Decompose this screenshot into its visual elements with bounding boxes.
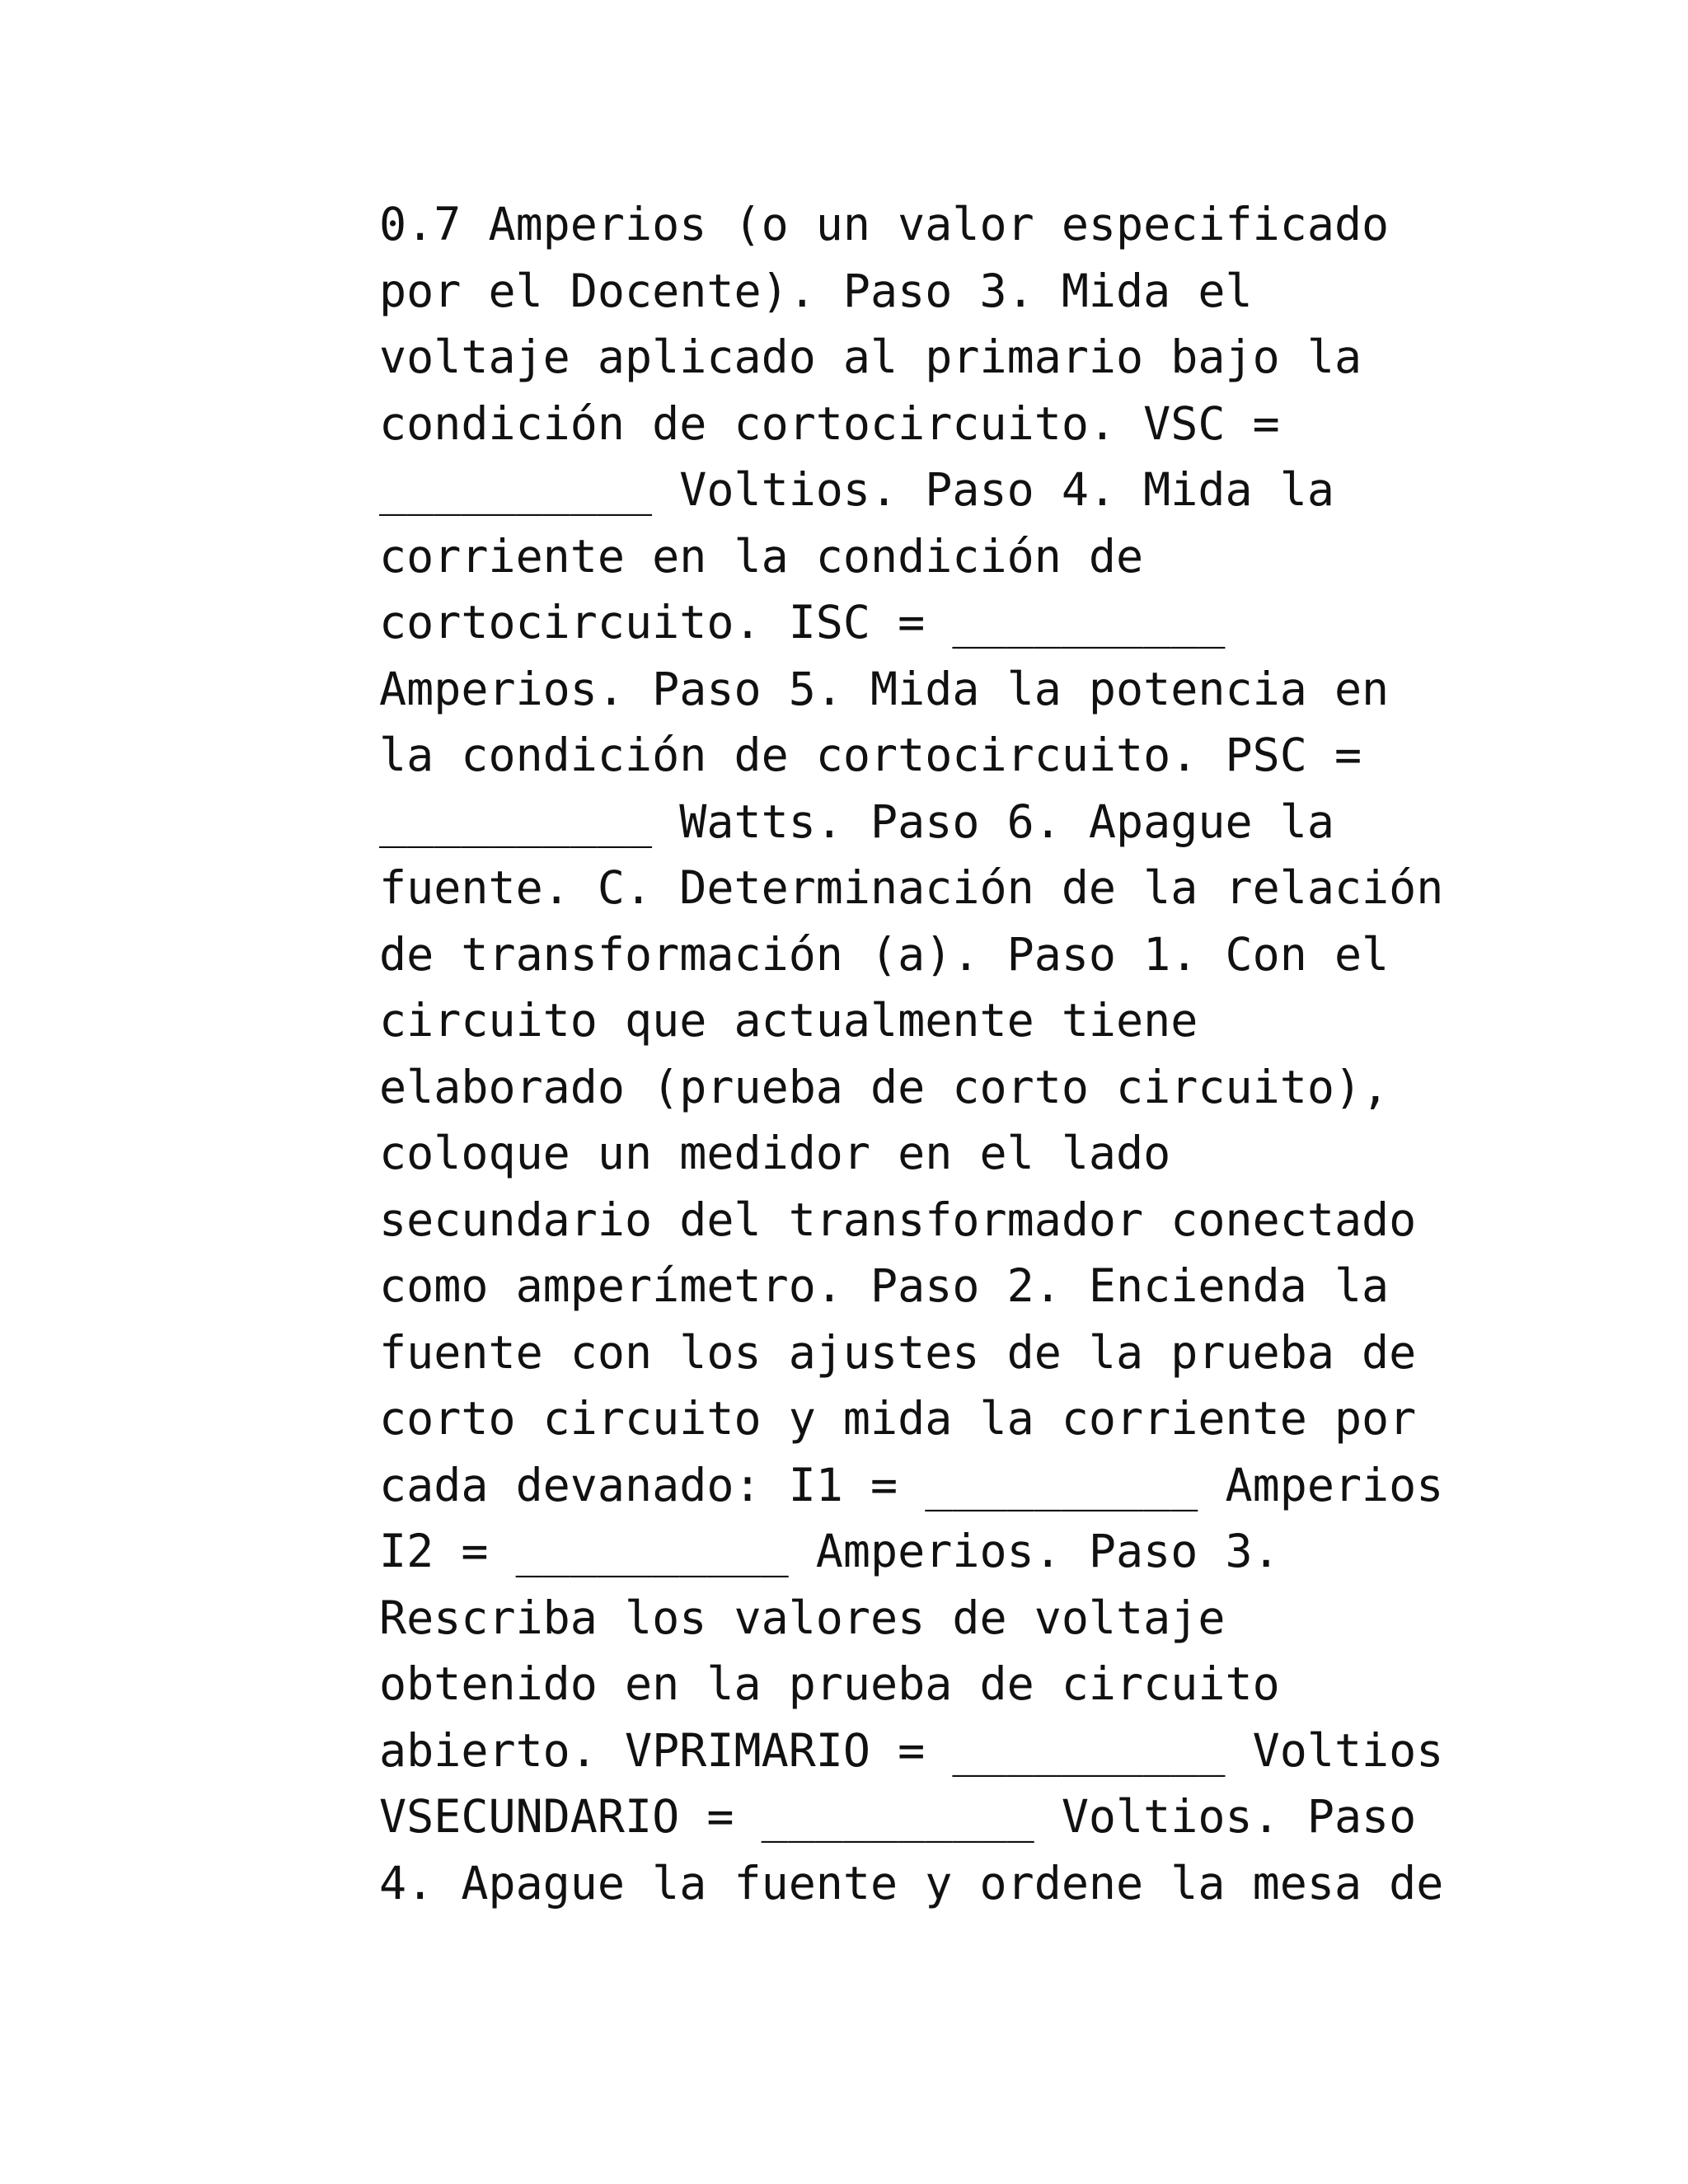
- text-line: como amperímetro. Paso 2. Encienda la: [379, 1259, 1390, 1312]
- text-line: corriente en la condición de: [379, 529, 1144, 583]
- text-line: cada devanado: I1 = __________ Amperios: [379, 1458, 1444, 1511]
- text-line: circuito que actualmente tiene: [379, 994, 1198, 1047]
- text-line: secundario del transformador conectado: [379, 1193, 1417, 1246]
- text-line: la condición de cortocircuito. PSC =: [379, 729, 1362, 781]
- text-line: __________ Voltios. Paso 4. Mida la: [379, 463, 1334, 516]
- text-line: __________ Watts. Paso 6. Apague la: [379, 794, 1334, 848]
- text-line: elaborado (prueba de corto circuito),: [379, 1060, 1390, 1113]
- body-text: [379, 191, 1533, 1916]
- text-line: 4. Apague la fuente y ordene la mesa de: [379, 1856, 1444, 1910]
- text-line: abierto. VPRIMARIO = __________ Voltios: [379, 1723, 1444, 1777]
- text-line: cortocircuito. ISC = __________: [379, 596, 1226, 649]
- text-line: corto circuito y mida la corriente por: [379, 1392, 1417, 1445]
- text-line: fuente. C. Determinación de la relación: [379, 861, 1444, 914]
- text-line: coloque un medidor en el lado: [379, 1127, 1171, 1179]
- text-line: fuente con los ajustes de la prueba de: [379, 1325, 1417, 1379]
- text-line: Amperios. Paso 5. Mida la potencia en: [379, 662, 1390, 715]
- text-line: I2 = __________ Amperios. Paso 3.: [379, 1525, 1280, 1577]
- text-line: por el Docente). Paso 3. Mida el: [379, 264, 1253, 317]
- text-line: obtenido en la prueba de circuito: [379, 1657, 1280, 1710]
- text-line: Rescriba los valores de voltaje: [379, 1591, 1226, 1644]
- text-line: de transformación (a). Paso 1. Con el: [379, 927, 1390, 981]
- text-line: voltaje aplicado al primario bajo la: [379, 330, 1362, 383]
- text-line: 0.7 Amperios (o un valor especificado: [379, 198, 1390, 251]
- text-line: condición de cortocircuito. VSC =: [379, 396, 1280, 450]
- text-line: VSECUNDARIO = __________ Voltios. Paso: [379, 1790, 1417, 1843]
